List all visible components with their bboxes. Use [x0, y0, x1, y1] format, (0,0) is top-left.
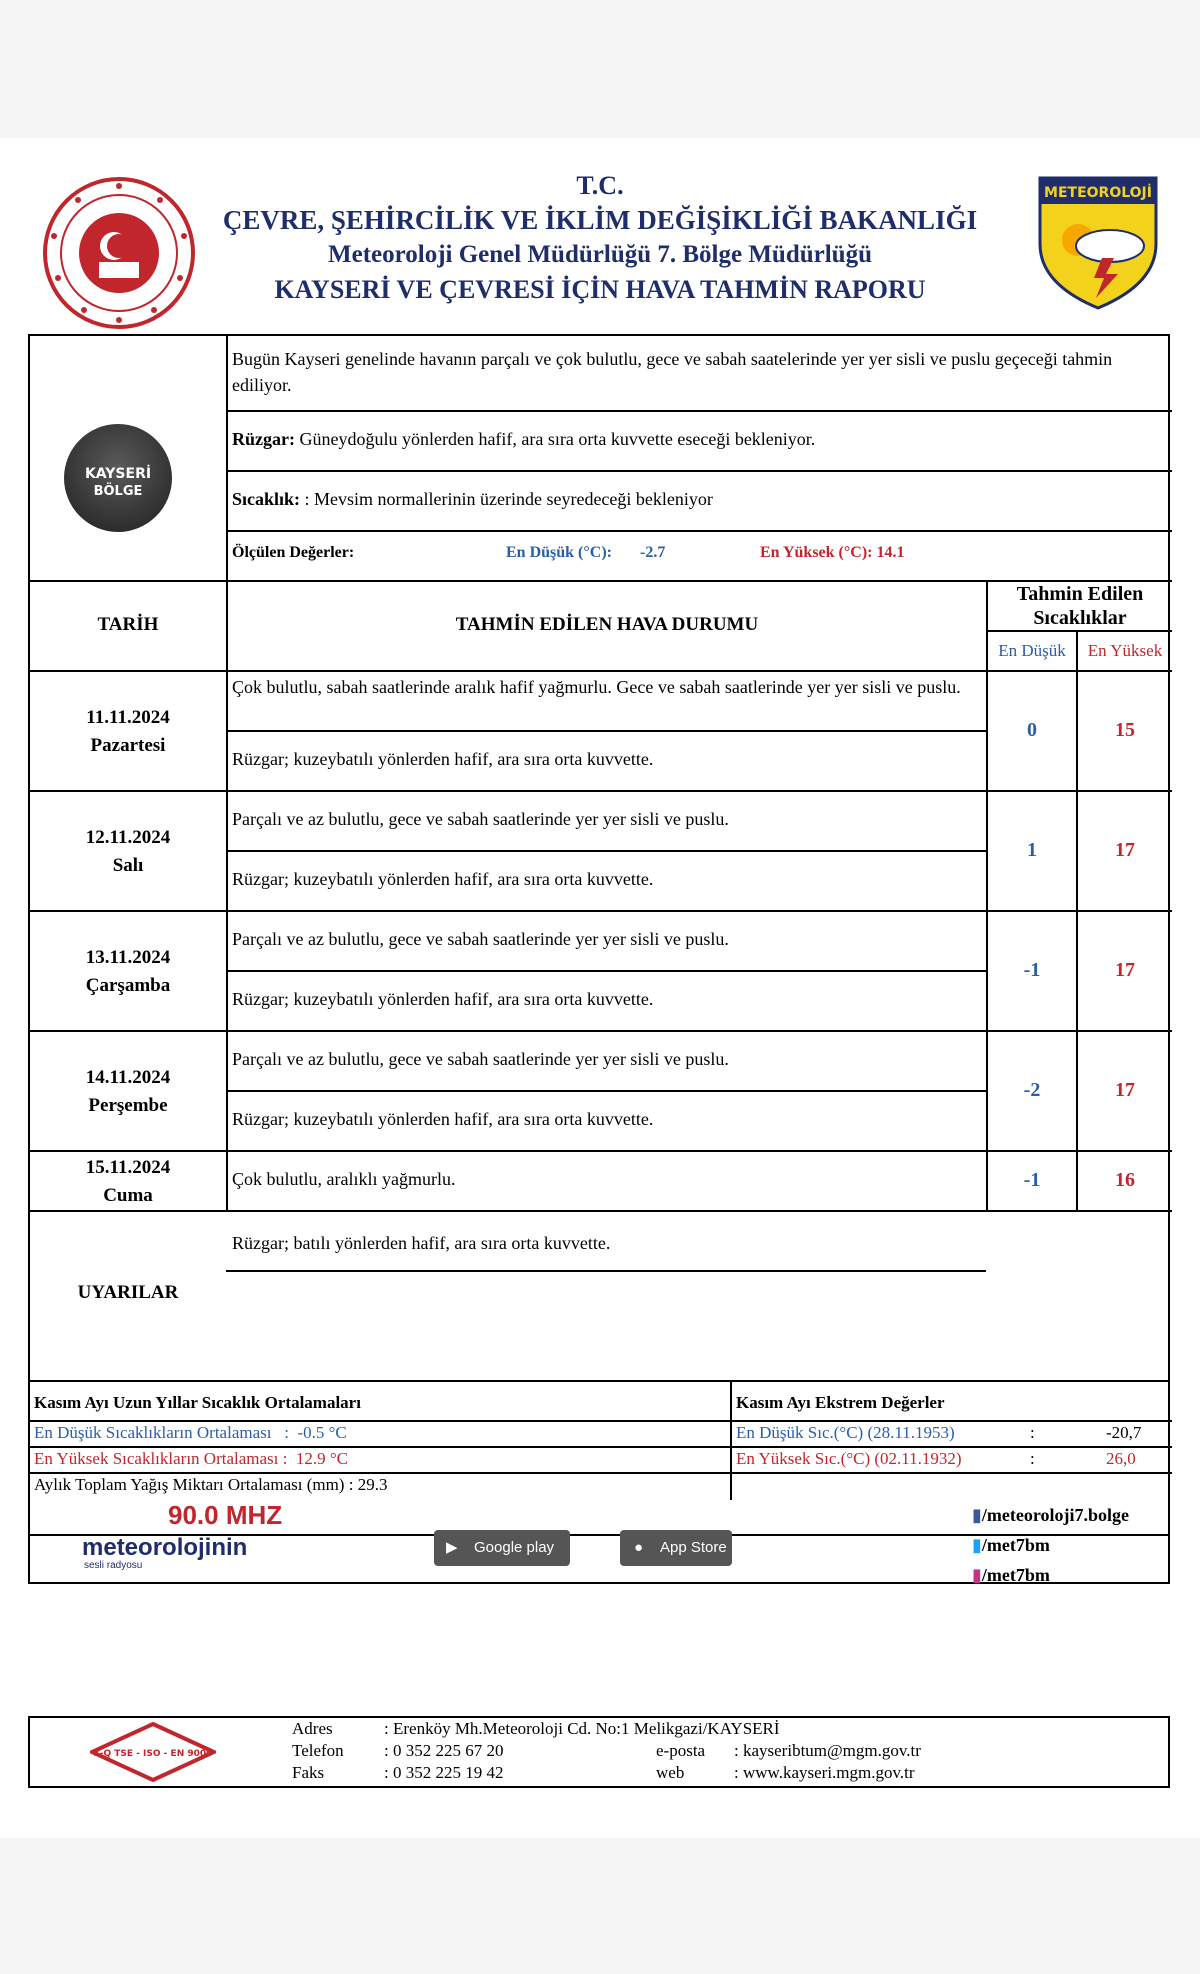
app-store-label: App Store: [660, 1539, 727, 1556]
day-row-date: [30, 704, 226, 760]
day-date: 14.11.2024: [85, 1067, 171, 1088]
day-min: 0: [1027, 719, 1037, 741]
badge-line1: KAYSERİ: [84, 466, 152, 482]
day-date: 11.11.2024: [86, 707, 170, 728]
day-max: 17: [1115, 1079, 1135, 1101]
avg-max-temp: En Yüksek Sıcaklıkların Ortalaması : 12.9 °C: [34, 1449, 349, 1468]
directorate-title: Meteoroloji Genel Müdürlüğü 7. Bölge Müdürlüğü: [328, 241, 872, 268]
day-max: 16: [1115, 1169, 1135, 1191]
cert-text: K-Q TSE - ISO - EN 9000: [93, 1749, 213, 1759]
extreme-min-value: -20,7: [1106, 1423, 1142, 1442]
address-value: : Erenköy Mh.Meteoroloji Cd. No:1 Melikgazi/KAYSERİ: [384, 1719, 780, 1738]
extreme-max-sep: :: [1030, 1449, 1035, 1468]
radio-frequency: 90.0 MHZ: [168, 1500, 283, 1530]
measured-max: En Yüksek (°C): 14.1: [760, 544, 905, 561]
radio-name: meteorolojinin: [82, 1534, 248, 1561]
facebook-handle: /meteoroloji7.bolge: [981, 1505, 1130, 1525]
climate-left-title: Kasım Ayı Uzun Yıllar Sıcaklık Ortalamaları: [34, 1393, 361, 1412]
avg-min-temp: En Düşük Sıcaklıkların Ortalaması : -0.5 °C: [34, 1423, 347, 1442]
day-weather: Parçalı ve az bulutlu, gece ve sabah saatlerinde yer yer sisli ve puslu.: [232, 929, 729, 949]
email-label: e-posta: [656, 1741, 706, 1760]
avg-precipitation: Aylık Toplam Yağış Miktarı Ortalaması (mm) : 29.3: [34, 1475, 388, 1494]
day-wind-last: Rüzgar; batılı yönlerden hafif, ara sıra orta kuvvette.: [232, 1233, 611, 1253]
apple-icon: ●: [634, 1539, 644, 1556]
ministry-seal-icon: [42, 176, 196, 330]
day-weather: Parçalı ve az bulutlu, gece ve sabah saatlerinde yer yer sisli ve puslu.: [232, 809, 729, 829]
app-store-button[interactable]: [620, 1530, 732, 1566]
temps-header: [988, 582, 1172, 630]
climate-right-title: Kasım Ayı Ekstrem Değerler: [736, 1393, 945, 1412]
wind-summary: [232, 426, 1166, 452]
phone-label: Telefon: [292, 1741, 344, 1760]
web-value[interactable]: : www.kayseri.mgm.gov.tr: [734, 1763, 915, 1782]
day-min: -1: [1023, 1169, 1041, 1191]
instagram-icon: ▮: [972, 1565, 982, 1585]
warnings-label: UYARILAR: [77, 1282, 179, 1303]
address-label: Adres: [292, 1719, 333, 1738]
twitter-link[interactable]: [972, 1530, 1129, 1560]
day-row-date: [30, 824, 226, 880]
day-row-date: [30, 1064, 226, 1120]
day-max: 17: [1115, 959, 1135, 981]
day-name: Cuma: [103, 1185, 153, 1206]
day-date: 13.11.2024: [85, 947, 171, 968]
report-sheet: [0, 138, 1200, 1838]
day-row-date: [30, 944, 226, 1000]
day-max: 17: [1115, 839, 1135, 861]
date-header: TARİH: [97, 614, 159, 635]
general-summary: Bugün Kayseri genelinde havanın parçalı ve çok bulutlu, gece ve sabah saatelerinde yer yer sisli ve puslu geçeceği tahmin ediliyor.: [232, 349, 1113, 395]
google-play-button[interactable]: [434, 1530, 570, 1566]
day-date: 12.11.2024: [85, 827, 171, 848]
day-min: -2: [1023, 1079, 1041, 1101]
extreme-min-label: En Düşük Sıc.(°C) (28.11.1953): [736, 1423, 955, 1442]
day-row-date: [30, 1154, 226, 1210]
extreme-min-sep: :: [1030, 1423, 1035, 1442]
day-date: 15.11.2024: [85, 1157, 171, 1178]
google-play-label: Google play: [474, 1539, 555, 1556]
day-wind: Rüzgar; kuzeybatılı yönlerden hafif, ara sıra orta kuvvette.: [232, 869, 654, 889]
google-play-icon: ▶: [446, 1539, 458, 1556]
ministry-title: ÇEVRE, ŞEHİRCİLİK VE İKLİM DEĞİŞİKLİĞİ BAKANLIĞI: [222, 205, 978, 235]
tse-iso-cert-icon: [90, 1722, 216, 1782]
social-links: [972, 1500, 1129, 1590]
day-wind: Rüzgar; kuzeybatılı yönlerden hafif, ara sıra orta kuvvette.: [232, 1109, 654, 1129]
day-name: Çarşamba: [85, 975, 171, 996]
day-min: -1: [1023, 959, 1041, 981]
facebook-icon: ▮: [972, 1505, 982, 1525]
day-weather: Çok bulutlu, sabah saatlerinde aralık hafif yağmurlu. Gece ve sabah saatlerinde yer yer sisli ve puslu.: [232, 677, 961, 697]
fax-label: Faks: [292, 1763, 325, 1782]
meteoroloji-logo-icon: [1036, 174, 1160, 312]
extreme-max-label: En Yüksek Sıc.(°C) (02.11.1932): [736, 1449, 962, 1468]
measured-min-value: -2.7: [640, 544, 666, 561]
temps-header-line1: Tahmin Edilen: [1016, 583, 1144, 605]
contact-section: [28, 1716, 1170, 1788]
badge-line2: BÖLGE: [93, 484, 143, 499]
report-title: KAYSERİ VE ÇEVRESİ İÇİN HAVA TAHMİN RAPORU: [274, 275, 926, 304]
web-label: web: [656, 1763, 685, 1782]
day-name: Salı: [112, 855, 144, 876]
measured-min-label: En Düşük (°C):: [506, 544, 612, 561]
day-name: Pazartesi: [90, 735, 166, 756]
phone-value: : 0 352 225 67 20: [384, 1741, 504, 1760]
email-value[interactable]: : kayseribtum@mgm.gov.tr: [734, 1741, 921, 1760]
extreme-max-value: 26,0: [1106, 1449, 1136, 1468]
wind-summary-text: Güneydoğulu yönlerden hafif, ara sıra orta kuvvette eseceği bekleniyor.: [294, 429, 816, 449]
promo-section: [28, 1500, 1170, 1584]
day-wind: Rüzgar; kuzeybatılı yönlerden hafif, ara sıra orta kuvvette.: [232, 749, 654, 769]
header-titles: [190, 170, 1010, 308]
report-header: [0, 138, 1200, 318]
facebook-link[interactable]: [972, 1500, 1129, 1530]
twitter-icon: ▮: [972, 1535, 982, 1555]
forecast-table: [28, 334, 1170, 1382]
logo-text: METEOROLOJİ: [1044, 185, 1152, 201]
day-max: 15: [1115, 719, 1135, 741]
tc-title: T.C.: [576, 171, 624, 200]
instagram-link[interactable]: [972, 1560, 1129, 1590]
min-header: En Düşük: [998, 641, 1066, 660]
day-min: 1: [1027, 839, 1037, 861]
instagram-handle: /met7bm: [981, 1565, 1050, 1585]
forecast-header: TAHMİN EDİLEN HAVA DURUMU: [455, 614, 759, 635]
wind-summary-label: Rüzgar:: [232, 429, 295, 449]
twitter-handle: /met7bm: [981, 1535, 1050, 1555]
temperature-summary-label: Sıcaklık:: [232, 489, 301, 509]
measured-values-label: Ölçülen Değerler:: [232, 544, 355, 561]
fax-value: : 0 352 225 19 42: [384, 1763, 504, 1782]
day-name: Perşembe: [88, 1095, 168, 1116]
day-weather: Parçalı ve az bulutlu, gece ve sabah saatlerinde yer yer sisli ve puslu.: [232, 1049, 729, 1069]
temperature-summary-text: : Mevsim normallerinin üzerinde seyredeceği bekleniyor: [300, 489, 713, 509]
temps-header-line2: Sıcaklıklar: [1033, 607, 1127, 629]
max-header: En Yüksek: [1087, 641, 1163, 660]
day-wind: Rüzgar; kuzeybatılı yönlerden hafif, ara sıra orta kuvvette.: [232, 989, 654, 1009]
radio-subtitle: sesli radyosu: [84, 1560, 143, 1571]
day-weather: Çok bulutlu, aralıklı yağmurlu.: [232, 1169, 456, 1189]
kayseri-bolge-badge: [64, 424, 172, 532]
temperature-summary: [232, 486, 1166, 512]
